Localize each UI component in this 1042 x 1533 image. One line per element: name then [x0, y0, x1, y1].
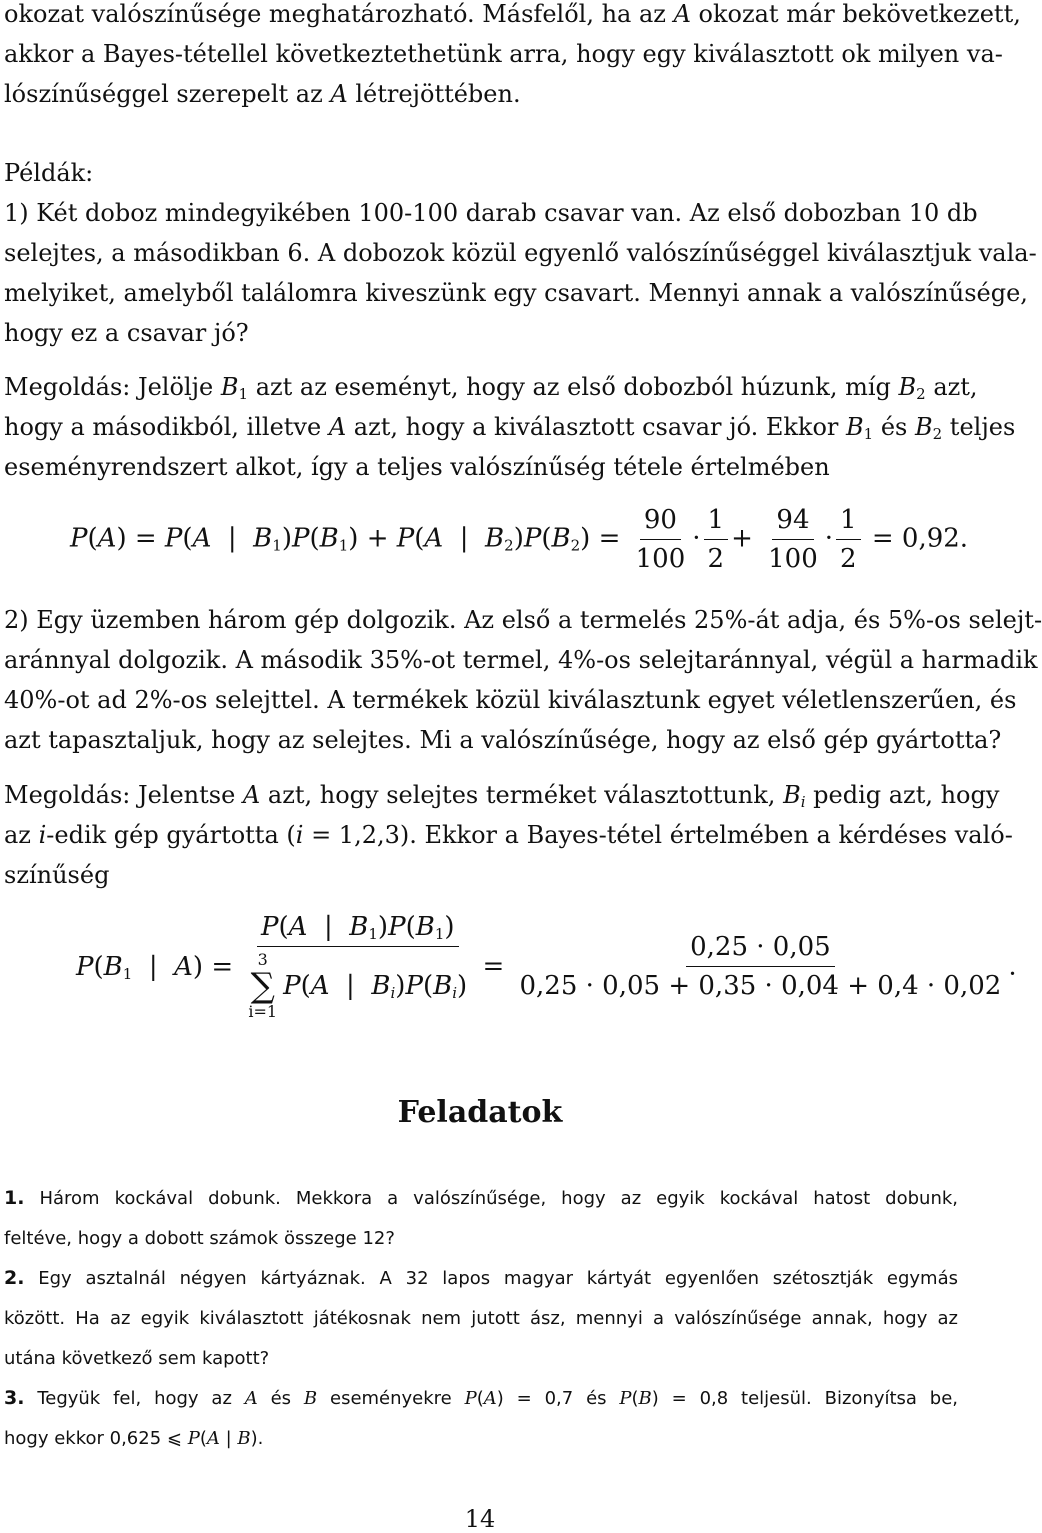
- intro-paragraph: [4, 0, 1021, 114]
- example-text: 40%-ot ad 2%-os selejttel. A termékek közül kiválasztunk egyet véletlenszerűen, és: [4, 686, 1017, 714]
- fraction: $\frac{1}{2}$: [704, 505, 729, 574]
- example-text: melyiket, amelyből találomra kiveszünk egy csavart. Mennyi annak a valószínűsége,: [4, 279, 1028, 307]
- leq-symbol: ⩽: [166, 1428, 182, 1449]
- solution-text: eseményrendszert alkot, így a teljes valószínűség tétele értelmében: [4, 453, 830, 481]
- fraction: P(A | $B_1)P(B_1)$ 3 ∑ i=1 P(A | $B_i)P(B_i)$: [248, 912, 468, 1021]
- intro-text: létrejöttében.: [347, 80, 521, 108]
- intro-text: okozat valószínűsége meghatározható. Másfelől, ha az: [4, 0, 674, 28]
- examples-label: Példák:: [4, 159, 94, 187]
- total-probability-equation: P(A) = P(A | $B_1)P(B_1) + P(A$ | $B_2)P(B_2)$ = $\frac{90}{100}$ · $\frac{1}{2}$ + $\frac{94}{100}$ · $\frac{1}{2}$ = 0,92.: [70, 505, 969, 574]
- var-a: A: [673, 0, 691, 28]
- task-text: hogy ekkor 0,625: [4, 1428, 167, 1449]
- example-text: 2) Egy üzemben három gép dolgozik. Az első a termelés 25%-át adja, és 5%-os selejt-: [4, 606, 1042, 634]
- intro-text: akkor a Bayes-tétellel következtethetünk arra, hogy egy kiválasztott ok milyen va-: [4, 40, 1003, 68]
- task-text: eseményekre: [317, 1388, 465, 1409]
- solution-text: az: [4, 821, 39, 849]
- task-text: között. Ha az egyik kiválasztott játékosnak nem jutott ász, mennyi a valószínűsége annak, hogy az: [4, 1308, 958, 1329]
- task-number: 3.: [4, 1387, 25, 1409]
- example-text: azt tapasztaljuk, hogy az selejtes. Mi a valószínűsége, hogy az első gép gyártotta?: [4, 726, 1002, 754]
- solution-text: azt,: [925, 373, 978, 401]
- fraction: $\frac{1}{2}$: [836, 505, 861, 574]
- solution-text: pedig azt, hogy: [805, 781, 1000, 809]
- solution-text: hogy a másodikból, illetve: [4, 413, 329, 441]
- summation: 3 ∑ i=1: [248, 950, 278, 1021]
- task-text: és: [257, 1388, 304, 1409]
- task-text: feltéve, hogy a dobott számok összege 12?: [4, 1228, 395, 1249]
- task-number: 2.: [4, 1267, 25, 1289]
- example-2: [4, 600, 1042, 760]
- fraction: $\frac{0,25 \cdot 0,05}{0,25 \cdot 0,05 + 0,35 \cdot 0,04 + 0,4 \cdot 0,02}$: [519, 932, 1002, 1001]
- intro-text: okozat már bekövetkezett,: [690, 0, 1021, 28]
- task-1: [4, 1178, 958, 1259]
- solution-text: és: [873, 413, 915, 441]
- solution-text: -edik gép gyártotta (: [46, 821, 296, 849]
- task-2: [4, 1258, 958, 1379]
- var-a: A: [330, 80, 348, 108]
- solution-text: azt, hogy selejtes terméket választottunk,: [260, 781, 784, 809]
- task-text: Egy asztalnál négyen kártyáznak. A 32 lapos magyar kártyát egyenlően szétosztják egymás: [38, 1268, 958, 1289]
- solution-1: Megoldás: Jelölje $B_1$ azt az eseményt, hogy az első dobozból húzunk, míg $B_2$ azt, hogy a másodikból, illetve A azt, hogy a kiválasztott csavar jó. Ekkor $B_1$ és $B_2$ teljes eseményrendszert alkot, így a teljes valószínűség tétele értelmében: [4, 367, 958, 487]
- task-text: .: [257, 1428, 264, 1449]
- bayes-equation: $P(B_1$ | A) = P(A | $B_1)P(B_1)$ 3 ∑ i=1 P(A | $B_i)P(B_i)$ = $\frac{0,25 \cdot 0,05}{0,25 \cdot 0,05 + 0,35 \cdot 0,04 + 0,4 \cdot 0,02}$ .: [76, 912, 1017, 1021]
- task-text: Tegyük fel, hogy az: [37, 1388, 245, 1409]
- page-number: 14: [464, 1505, 496, 1533]
- solution-text: Megoldás: Jelentse: [4, 781, 243, 809]
- example-1: [4, 153, 1037, 353]
- task-text: Három kockával dobunk. Mekkora a valószínűsége, hogy az egyik kockával hatost dobunk,: [39, 1188, 958, 1209]
- equation-result: = 0,92.: [871, 523, 969, 554]
- solution-text: Megoldás: Jelölje: [4, 373, 221, 401]
- example-text: selejtes, a másodikban 6. A dobozok közül egyenlő valószínűséggel kiválasztjuk vala-: [4, 239, 1037, 267]
- example-text: 1) Két doboz mindegyikében 100-100 darab csavar van. Az első dobozban 10 db: [4, 199, 978, 227]
- solution-text: azt, hogy a kiválasztott csavar jó. Ekkor: [346, 413, 847, 441]
- solution-2: Megoldás: Jelentse A azt, hogy selejtes terméket választottunk, $B_i$ pedig azt, hogy az i-edik gép gyártotta (i = 1,2,3). Ekkor a Bayes-tétel értelmében a kérdéses való- színűség: [4, 775, 958, 895]
- task-text: = 0,7 és: [503, 1388, 620, 1409]
- example-text: aránnyal dolgozik. A második 35%-ot termel, 4%-os selejtaránnyal, végül a harmadik: [4, 646, 1038, 674]
- fraction: $\frac{94}{100}$: [768, 505, 818, 574]
- task-3: 3. Tegyük fel, hogy az A és B eseményekre P(A) = 0,7 és P(B) = 0,8 teljesül. Bizonyítsa be, hogy ekkor 0,625 ⩽ P(A | B).: [4, 1387, 959, 1449]
- section-heading: Feladatok: [397, 1095, 563, 1130]
- solution-text: teljes: [942, 413, 1016, 441]
- solution-text: azt az eseményt, hogy az első dobozból húzunk, míg: [248, 373, 899, 401]
- example-text: hogy ez a csavar jó?: [4, 319, 249, 347]
- fraction: $\frac{90}{100}$: [635, 505, 686, 574]
- solution-text: = 1,2,3). Ekkor a Bayes-tétel értelmében a kérdéses való-: [303, 821, 1013, 849]
- intro-text: lószínűséggel szerepelt az: [4, 80, 331, 108]
- task-text: = 0,8 teljesül. Bizonyítsa be,: [658, 1388, 959, 1409]
- solution-text: színűség: [4, 861, 110, 889]
- task-number: 1.: [4, 1187, 25, 1209]
- task-text: utána következő sem kapott?: [4, 1348, 270, 1369]
